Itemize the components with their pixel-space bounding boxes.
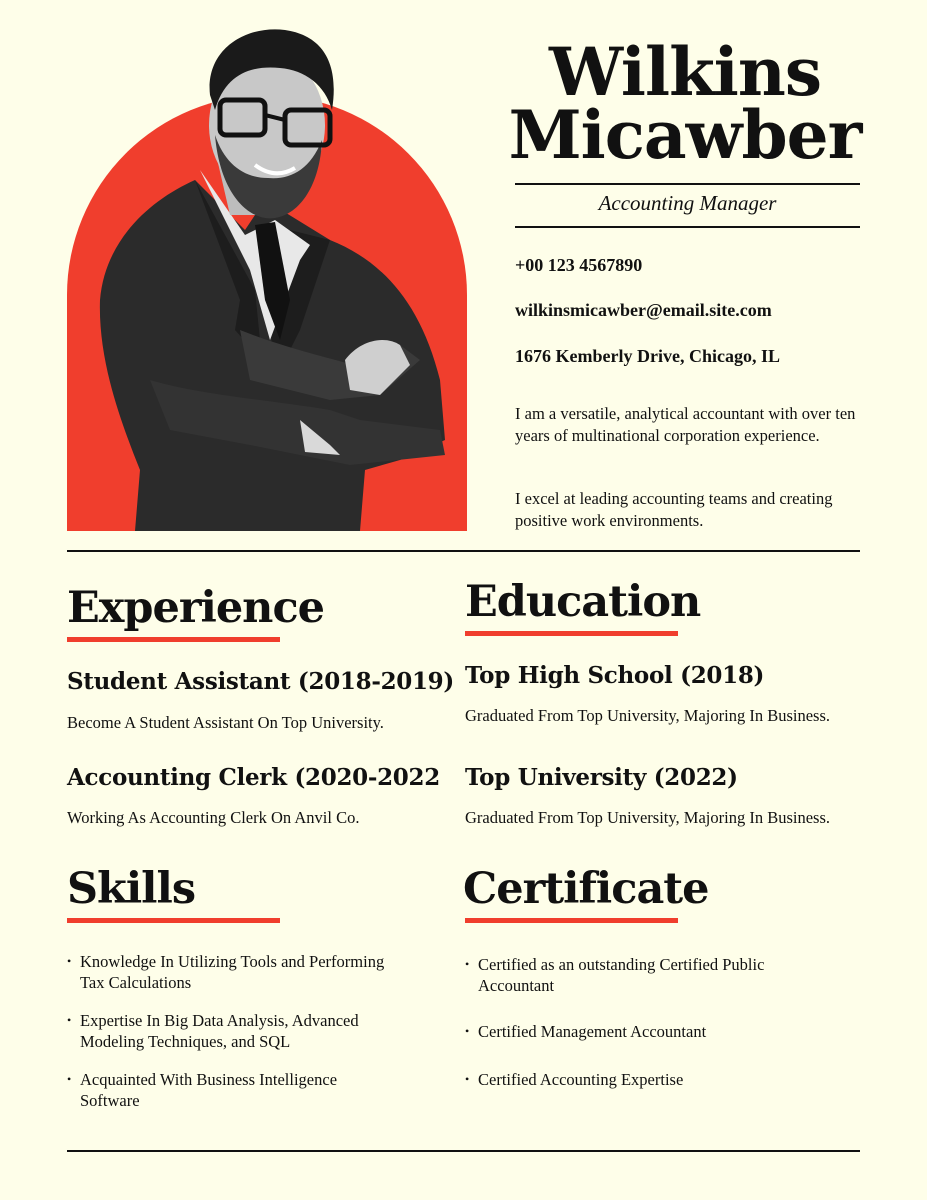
first-name: Wilkins [548, 33, 822, 111]
list-item: • Certified Management Accountant [465, 1021, 815, 1042]
list-item: • Certified Accounting Expertise [465, 1069, 815, 1090]
list-item: • Expertise In Big Data Analysis, Advanced Modeling Techniques, and SQL [67, 1010, 397, 1052]
experience-item-desc: Working As Accounting Clerk On Anvil Co. [67, 808, 360, 827]
experience-item-desc: Become A Student Assistant On Top University. [67, 713, 384, 732]
job-title: Accounting Manager [598, 191, 777, 215]
education-underline [465, 631, 678, 636]
contact-email: wilkinsmicawber@email.site.com [515, 300, 772, 320]
education-heading: Education [465, 577, 701, 627]
contact-phone: +00 123 4567890 [515, 255, 643, 275]
certificate-underline [465, 918, 678, 923]
skills-underline [67, 918, 280, 923]
education-item-desc: Graduated From Top University, Majoring In Business. [465, 808, 831, 827]
list-item: • Acquainted With Business Intelligence Software [67, 1069, 397, 1111]
experience-item-title: Accounting Clerk (2020-2022 [67, 764, 440, 791]
education-item-title: Top University (2022) [465, 764, 738, 791]
divider-title [515, 226, 860, 228]
skills-heading: Skills [67, 864, 196, 914]
divider-top [515, 183, 860, 185]
skills-list [67, 951, 397, 1111]
experience-item-title: Student Assistant (2018-2019) [67, 668, 454, 695]
contact-address: 1676 Kemberly Drive, Chicago, IL [515, 346, 780, 366]
certificate-list [465, 954, 815, 1090]
divider-bottom [67, 1150, 860, 1152]
education-item-title: Top High School (2018) [465, 662, 765, 689]
experience-underline [67, 637, 280, 642]
certificate-heading: Certificate [463, 864, 709, 914]
last-name: Micawber [508, 96, 862, 174]
divider-middle [67, 550, 860, 552]
bio-paragraph-1: I am a versatile, analytical accountant with over ten years of multinational corporation experience. [515, 404, 856, 445]
list-item: • Certified as an outstanding Certified Public Accountant [465, 954, 815, 996]
education-item-desc: Graduated From Top University, Majoring In Business. [465, 706, 831, 725]
bio-paragraph-2: I excel at leading accounting teams and creating positive work environments. [515, 489, 833, 530]
experience-heading: Experience [67, 583, 324, 633]
list-item: • Knowledge In Utilizing Tools and Performing Tax Calculations [67, 951, 397, 993]
